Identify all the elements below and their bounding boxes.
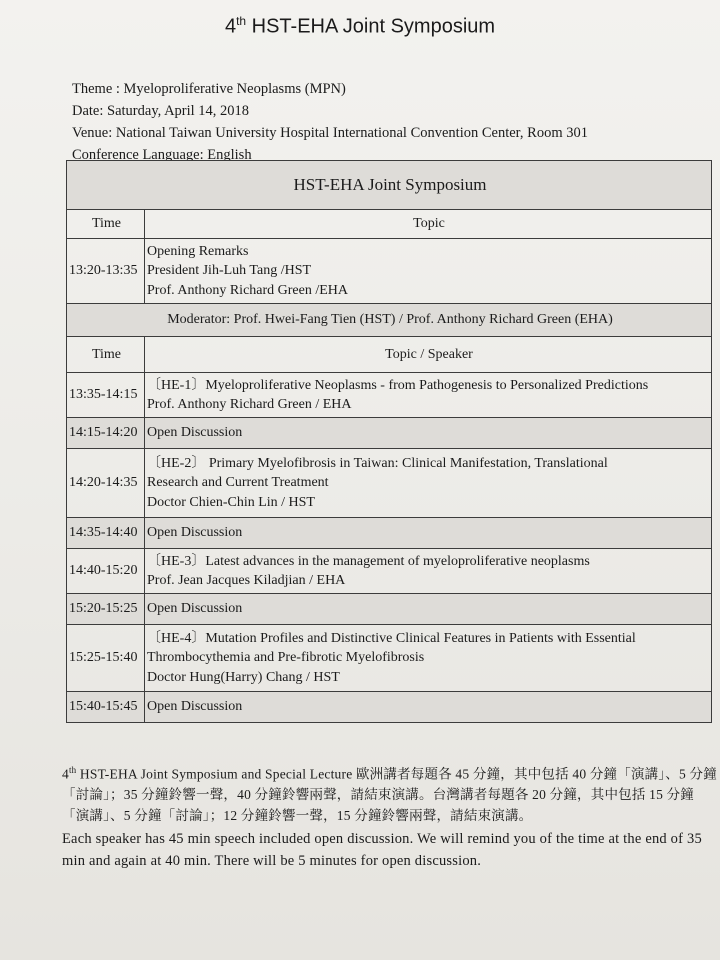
session-line: Open Discussion (147, 525, 243, 541)
symposium-info (72, 78, 588, 166)
notes-english: Each speaker has 45 min speech included open discussion. We will remind you of the time at the end of 35 min and again at 40 min. There will be 5 minutes for open discussion. (62, 831, 702, 869)
session-line: 〔HE-1〕Myeloproliferative Neoplasms - from Pathogenesis to Personalized Predictions (147, 377, 649, 393)
session-topic (145, 449, 712, 518)
schedule-heading-row (67, 161, 712, 210)
session-topic (145, 594, 712, 625)
session-time: 14:35-14:40 (67, 518, 145, 549)
session-time: 14:20-14:35 (67, 449, 145, 518)
title-text: HST-EHA Joint Symposium (246, 15, 496, 38)
opening-topic (145, 239, 712, 304)
session-topic (145, 692, 712, 723)
session-line: Open Discussion (147, 699, 243, 715)
topic-column-header: Topic (145, 210, 712, 239)
header-row (67, 210, 712, 239)
session-time: 14:40-15:20 (67, 549, 145, 594)
session-topic (145, 625, 712, 692)
session-line: 〔HE-2〕 Primary Myelofibrosis in Taiwan: Clinical Manifestation, Translational (147, 455, 608, 471)
session-topic (145, 418, 712, 449)
session-line: Prof. Jean Jacques Kiladjian / EHA (147, 573, 346, 588)
schedule-table (66, 160, 712, 723)
session-row (67, 418, 712, 449)
session-line: Research and Current Treatment (147, 475, 329, 491)
opening-row (67, 239, 712, 304)
session-row (67, 518, 712, 549)
header-row-2 (67, 337, 712, 373)
session-line: Prof. Anthony Richard Green / EHA (147, 397, 352, 412)
opening-line: Prof. Anthony Richard Green /EHA (147, 282, 349, 298)
session-line: Doctor Chien-Chin Lin / HST (147, 494, 315, 510)
session-row (67, 373, 712, 418)
session-row (67, 549, 712, 594)
date-line: Date: Saturday, April 14, 2018 (72, 103, 250, 119)
time-column-header-2: Time (67, 337, 145, 373)
venue-line: Venue: National Taiwan University Hospital International Convention Center, Room 301 (72, 125, 589, 141)
notes-number: 4 (62, 766, 69, 782)
session-line: 〔HE-3〕Latest advances in the management of myeloproliferative neoplasms (147, 553, 590, 569)
session-time: 15:20-15:25 (67, 594, 145, 625)
opening-line: Opening Remarks (147, 243, 249, 259)
moderator-row (67, 304, 712, 337)
session-line: Open Discussion (147, 425, 243, 441)
session-line: Doctor Hung(Harry) Chang / HST (147, 669, 340, 685)
session-time: 14:15-14:20 (67, 418, 145, 449)
session-line: Thrombocythemia and Pre-fibrotic Myelofibrosis (147, 650, 425, 666)
session-time: 13:35-14:15 (67, 373, 145, 418)
time-column-header: Time (67, 210, 145, 239)
session-row (67, 692, 712, 723)
session-line: Open Discussion (147, 601, 243, 617)
title-superscript: th (236, 14, 247, 28)
theme-line: Theme : Myeloproliferative Neoplasms (MPN) (72, 81, 346, 97)
session-line: 〔HE-4〕Mutation Profiles and Distinctive Clinical Features in Patients with Essential (147, 630, 636, 646)
session-topic (145, 549, 712, 594)
notes-chinese (62, 760, 718, 826)
session-row (67, 625, 712, 692)
session-time: 15:40-15:45 (67, 692, 145, 723)
session-topic (145, 518, 712, 549)
document-title (0, 14, 720, 39)
language-line: Conference Language: English (72, 147, 252, 163)
schedule-heading: HST-EHA Joint Symposium (67, 161, 712, 210)
moderator-text: Moderator: Prof. Hwei-Fang Tien (HST) / Prof. Anthony Richard Green (EHA) (67, 304, 712, 337)
opening-time: 13:20-13:35 (67, 239, 145, 304)
notes-chinese-text: HST-EHA Joint Symposium and Special Lecture 歐洲講者每題各 45 分鐘，其中包括 40 分鐘「演講」、5 分鐘「討論」；35 分鐘鈴響一聲，40 分鐘鈴響兩聲，請結束演講。台灣講者每題各 20 分鐘，其中包括 15 分鐘「演講」、5 分鐘「討論」；12 分鐘鈴響一聲，15 分鐘鈴響兩聲，請結束演講。 (62, 766, 717, 823)
session-row (67, 449, 712, 518)
title-number: 4 (224, 15, 237, 38)
session-row (67, 594, 712, 625)
notes-superscript: th (68, 765, 77, 775)
speaker-notes (62, 760, 718, 872)
session-topic (145, 373, 712, 418)
opening-line: President Jih-Luh Tang /HST (147, 263, 312, 279)
topic-speaker-column-header: Topic / Speaker (145, 337, 712, 373)
session-time: 15:25-15:40 (67, 625, 145, 692)
